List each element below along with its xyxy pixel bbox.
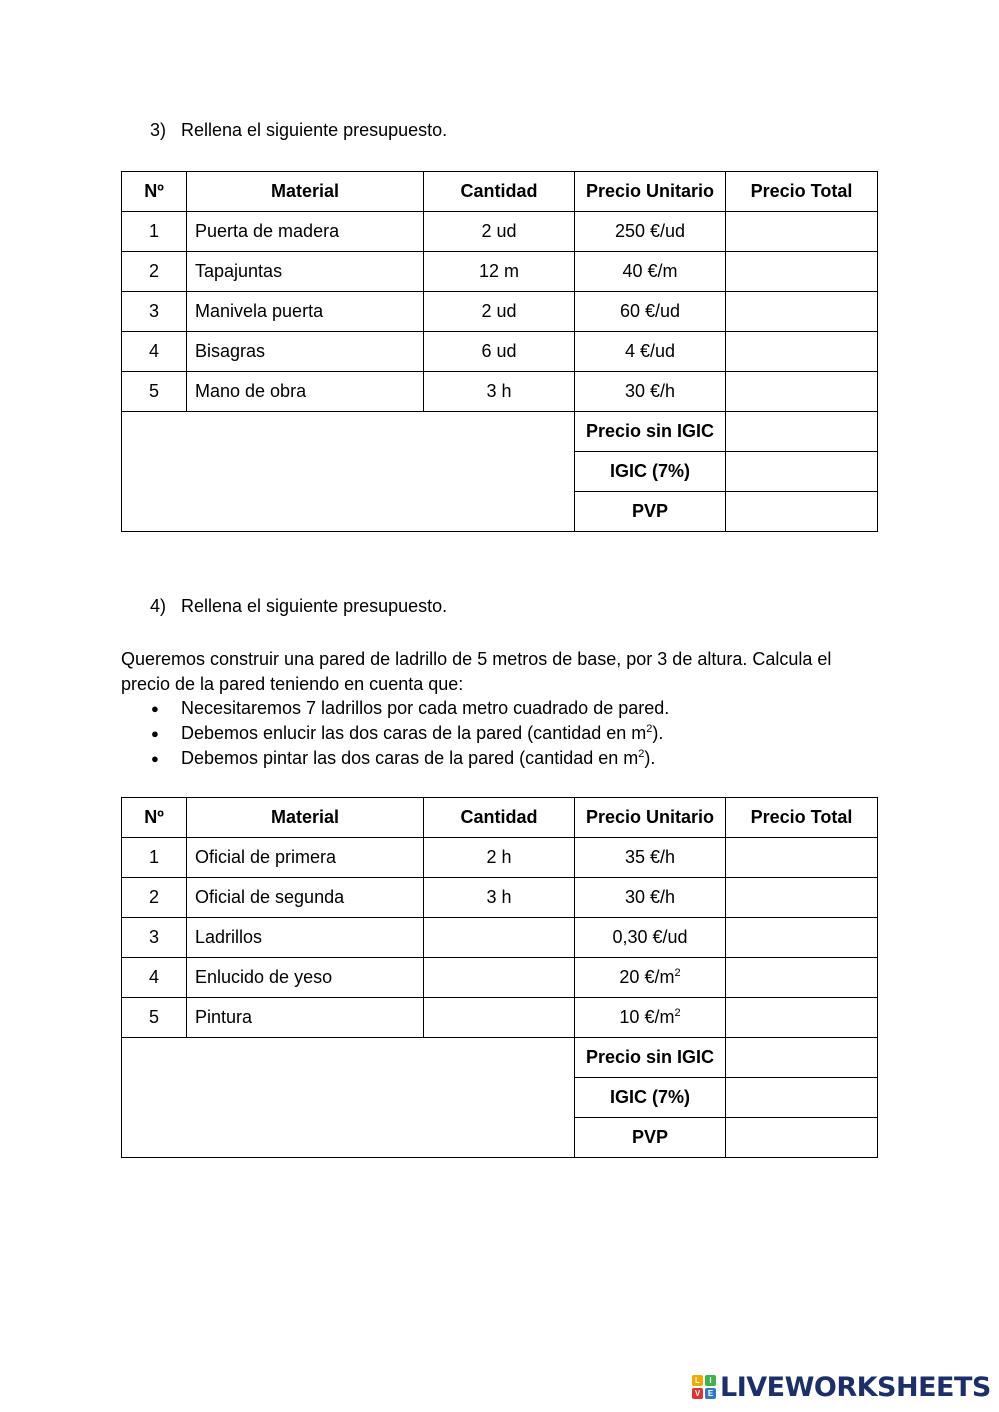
q3-header-precio-unitario: Precio Unitario (575, 172, 726, 212)
superscript: 2 (638, 748, 645, 760)
row-number: 5 (122, 372, 187, 412)
precio-sin-igic-cell[interactable] (726, 412, 878, 452)
summary-row (122, 1038, 878, 1078)
q4-header-material: Material (187, 798, 424, 838)
precio-total-cell[interactable] (726, 958, 878, 998)
row-precio-unitario (575, 918, 726, 958)
row-precio-unitario: 250 €/ud (575, 212, 726, 252)
q4-header-precio-unitario: Precio Unitario (575, 798, 726, 838)
superscript: 2 (674, 1007, 681, 1019)
list-item (121, 746, 669, 771)
precio-total-cell[interactable] (726, 998, 878, 1038)
row-material: Ladrillos (187, 918, 424, 958)
row-precio-unitario: 40 €/m (575, 252, 726, 292)
row-material: Tapajuntas (187, 252, 424, 292)
list-item (121, 696, 669, 721)
precio-total-cell[interactable] (726, 332, 878, 372)
row-precio-unitario: 4 €/ud (575, 332, 726, 372)
pvp-cell[interactable] (726, 492, 878, 532)
precio-total-cell[interactable] (726, 878, 878, 918)
precio-total-cell[interactable] (726, 292, 878, 332)
summary-label-precio-sin-igic: Precio sin IGIC (575, 1038, 726, 1078)
summary-label-igic: IGIC (7%) (575, 452, 726, 492)
row-material: Puerta de madera (187, 212, 424, 252)
table-row (122, 998, 878, 1038)
logo-mark-icon (692, 1375, 716, 1399)
igic-cell[interactable] (726, 1078, 878, 1118)
precio-total-cell[interactable] (726, 918, 878, 958)
superscript: 2 (646, 723, 653, 735)
precio-text: 0,30 €/ud (612, 927, 688, 947)
row-material: Oficial de segunda (187, 878, 424, 918)
summary-blank-area (122, 1038, 575, 1158)
row-number: 3 (122, 292, 187, 332)
precio-total-cell[interactable] (726, 372, 878, 412)
row-cantidad: 3 h (424, 878, 575, 918)
cantidad-cell[interactable] (424, 958, 575, 998)
q3-title-text: Rellena el siguiente presupuesto. (181, 120, 448, 140)
table-row (122, 332, 878, 372)
liveworksheets-logo (692, 1373, 991, 1401)
bullet-icon: ● (151, 726, 159, 741)
row-number: 3 (122, 918, 187, 958)
q3-header-precio-total: Precio Total (726, 172, 878, 212)
summary-label-igic: IGIC (7%) (575, 1078, 726, 1118)
row-cantidad: 2 ud (424, 212, 575, 252)
summary-label-precio-sin-igic: Precio sin IGIC (575, 412, 726, 452)
bullet-text: Necesitaremos 7 ladrillos por cada metro cuadrado de pared. (181, 698, 670, 718)
pvp-cell[interactable] (726, 1118, 878, 1158)
cantidad-cell[interactable] (424, 998, 575, 1038)
q4-intro: Queremos construir una pared de ladrillo de 5 metros de base, por 3 de altura. Calcula el precio de la pared teniendo en cuenta que: (121, 649, 832, 694)
q3-budget-table (121, 171, 878, 532)
q4-header-n: Nº (122, 798, 187, 838)
table-row (122, 878, 878, 918)
q3-header-row (122, 172, 878, 212)
q3-header-n: Nº (122, 172, 187, 212)
q4-number: 4) (150, 596, 167, 616)
precio-total-cell[interactable] (726, 212, 878, 252)
row-number: 1 (122, 212, 187, 252)
table-row (122, 292, 878, 332)
superscript: 2 (674, 967, 681, 979)
table-row (122, 958, 878, 998)
list-item (121, 721, 669, 746)
precio-total-cell[interactable] (726, 252, 878, 292)
cantidad-cell[interactable] (424, 918, 575, 958)
row-material: Enlucido de yeso (187, 958, 424, 998)
q4-title (150, 596, 447, 617)
q4-header-cantidad: Cantidad (424, 798, 575, 838)
row-number: 4 (122, 332, 187, 372)
row-precio-unitario: 60 €/ud (575, 292, 726, 332)
bullet-icon: ● (151, 701, 159, 716)
bullet-text-end: ). (652, 723, 664, 743)
logo-mark-i: I (705, 1375, 716, 1386)
row-material: Mano de obra (187, 372, 424, 412)
table-row (122, 838, 878, 878)
row-number: 4 (122, 958, 187, 998)
row-precio-unitario (575, 838, 726, 878)
row-number: 2 (122, 878, 187, 918)
q4-budget-table (121, 797, 878, 1158)
igic-cell[interactable] (726, 452, 878, 492)
q3-number: 3) (150, 120, 167, 140)
table-row (122, 212, 878, 252)
row-cantidad: 2 h (424, 838, 575, 878)
row-precio-unitario: 30 €/h (575, 372, 726, 412)
row-number: 5 (122, 998, 187, 1038)
bullet-text: Debemos enlucir las dos caras de la pared (cantidad en m (181, 723, 647, 743)
q3-header-material: Material (187, 172, 424, 212)
logo-mark-l: L (692, 1375, 703, 1386)
summary-label-pvp: PVP (575, 1118, 726, 1158)
row-cantidad: 2 ud (424, 292, 575, 332)
logo-mark-v: V (692, 1388, 703, 1399)
q4-bullet-list (121, 696, 669, 771)
logo-text: LIVEWORKSHEETS (720, 1371, 991, 1403)
precio-text: 10 €/m (619, 1007, 675, 1027)
bullet-text: Debemos pintar las dos caras de la pared (cantidad en m (181, 748, 639, 768)
row-material: Pintura (187, 998, 424, 1038)
summary-label-pvp: PVP (575, 492, 726, 532)
table-row (122, 918, 878, 958)
row-precio-unitario (575, 878, 726, 918)
row-cantidad: 12 m (424, 252, 575, 292)
bullet-icon: ● (151, 751, 159, 766)
row-cantidad: 6 ud (424, 332, 575, 372)
summary-blank-area (122, 412, 575, 532)
row-cantidad: 3 h (424, 372, 575, 412)
table-row (122, 252, 878, 292)
row-material: Oficial de primera (187, 838, 424, 878)
precio-text: 20 €/m (619, 967, 675, 987)
precio-sin-igic-cell[interactable] (726, 1038, 878, 1078)
q4-title-text: Rellena el siguiente presupuesto. (181, 596, 448, 616)
q3-title (150, 120, 447, 141)
precio-total-cell[interactable] (726, 838, 878, 878)
row-number: 2 (122, 252, 187, 292)
logo-mark-e: E (705, 1388, 716, 1399)
row-material: Bisagras (187, 332, 424, 372)
table-row (122, 372, 878, 412)
row-precio-unitario (575, 998, 726, 1038)
q4-header-row (122, 798, 878, 838)
precio-text: 30 €/h (624, 887, 676, 907)
q4-header-precio-total: Precio Total (726, 798, 878, 838)
row-precio-unitario (575, 958, 726, 998)
bullet-text-end: ). (644, 748, 656, 768)
row-material: Manivela puerta (187, 292, 424, 332)
summary-row (122, 412, 878, 452)
row-number: 1 (122, 838, 187, 878)
q3-header-cantidad: Cantidad (424, 172, 575, 212)
precio-text: 35 €/h (624, 847, 676, 867)
